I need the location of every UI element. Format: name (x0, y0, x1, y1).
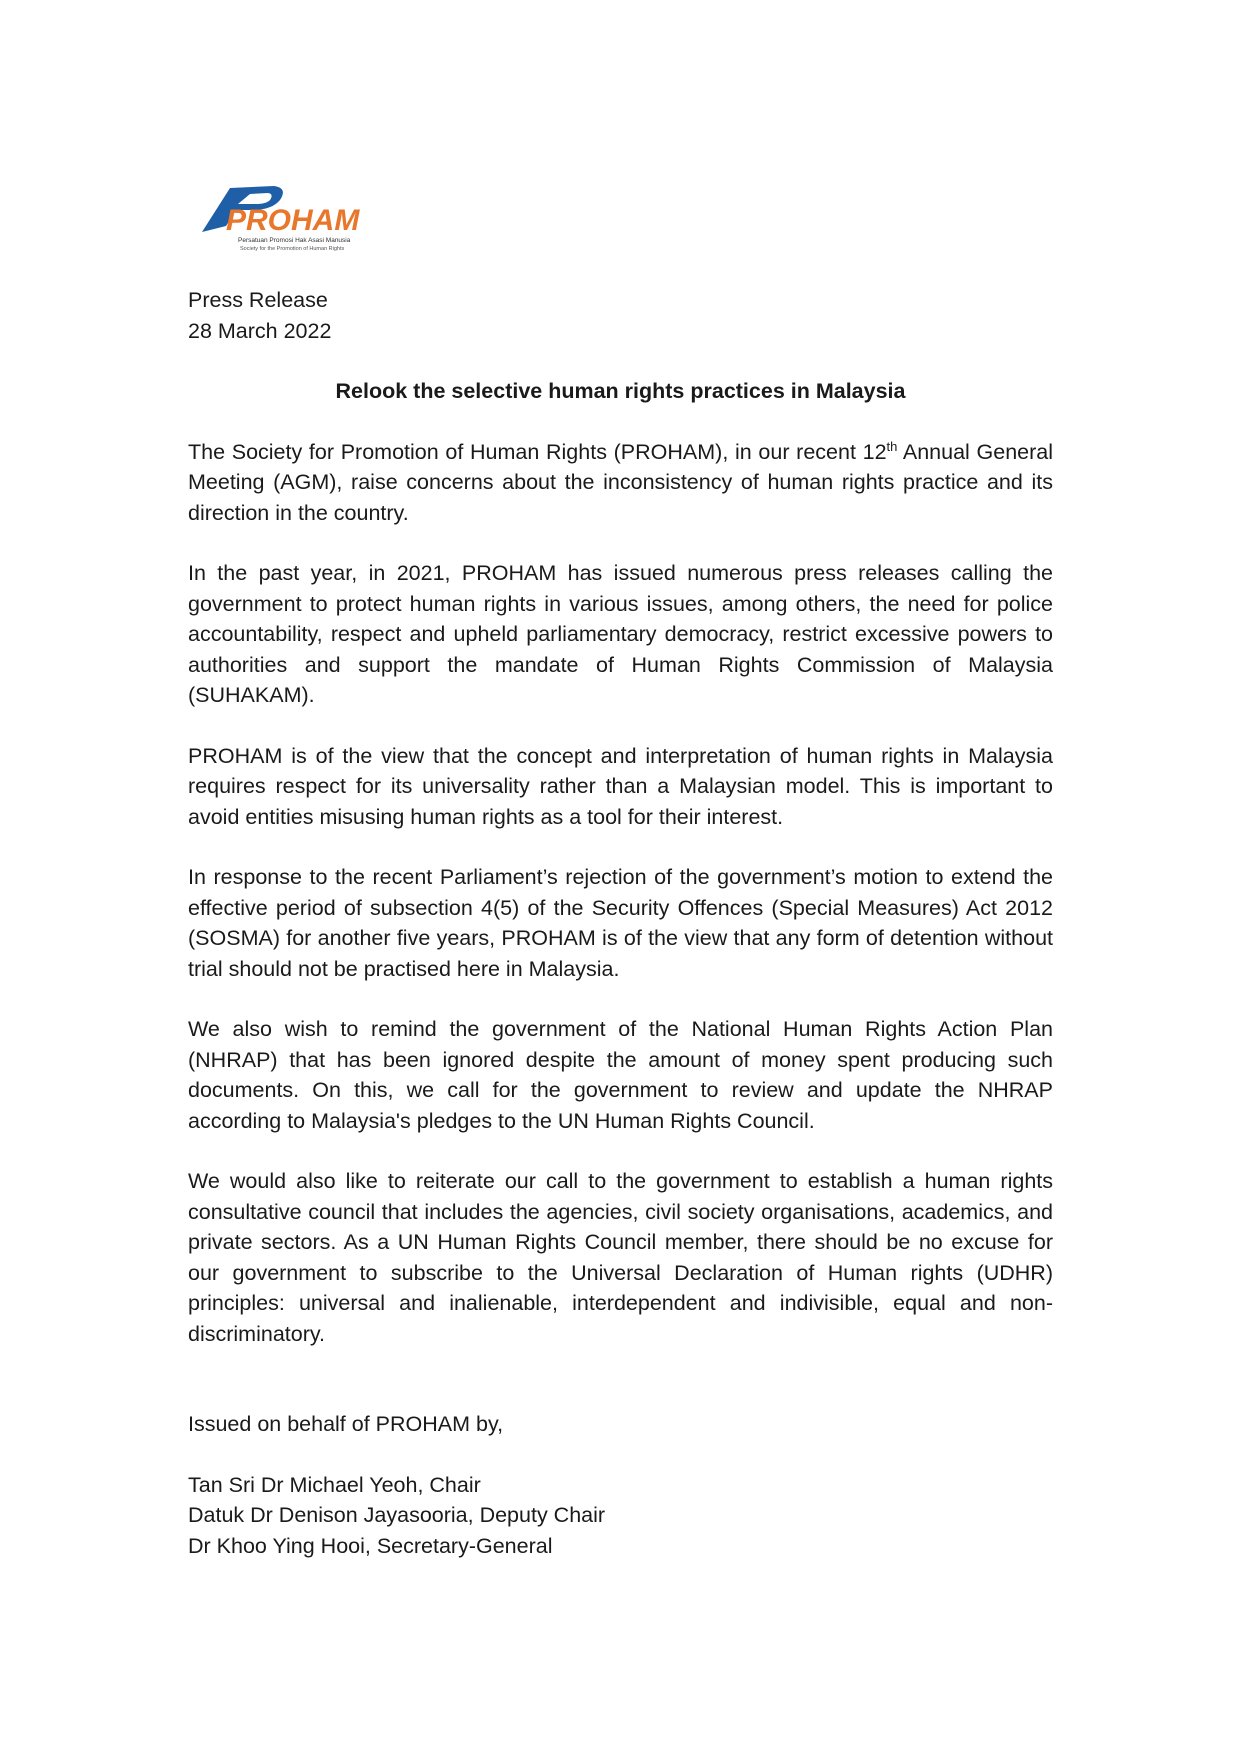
logo-tagline-english: Society for the Promotion of Human Rights (240, 246, 345, 252)
paragraph-1-before: The Society for Promotion of Human Rights (PROHAM), in our recent 12 (188, 439, 887, 464)
ordinal-suffix: th (886, 438, 898, 454)
paragraph-3: PROHAM is of the view that the concept and interpretation of human rights in Malaysia requires respect for its universality rather than a Malaysian model. This is important to avoid entities misusing human rights as a tool for their interest. (188, 743, 1053, 829)
paragraph-1 (188, 437, 1053, 529)
signatory-secretary-general: Dr Khoo Ying Hooi, Secretary-General (188, 1533, 553, 1558)
paragraph-4: In response to the recent Parliament’s rejection of the government’s motion to extend the effective period of subsection 4(5) of the Security Offences (Special Measures) Act 2012 (SOSMA) for another five years, PROHAM is of the view that any form of detention without trial should not be practised here in Malaysia. (188, 865, 1053, 981)
signatory-list (188, 1470, 1053, 1562)
logo-wordmark: PROHAM (226, 204, 360, 237)
paragraph-5: We also wish to remind the government of the National Human Rights Action Plan (NHRAP) that has been ignored despite the amount of money spent producing such documents. On this, we call for the government to review and update the NHRAP according to Malaysia's pledges to the UN Human Rights Council. (188, 1017, 1053, 1133)
paragraph-6: We would also like to reiterate our call to the government to establish a human rights consultative council that includes the agencies, civil society organisations, academics, and private sectors. As a UN Human Rights Council member, there should be no excuse for our government to subscribe to the Universal Declaration of Human rights (UDHR) principles: universal and inalienable, interdependent and indivisible, equal and non-discriminatory. (188, 1169, 1053, 1346)
press-release-title: Relook the selective human rights practices in Malaysia (335, 379, 906, 403)
press-release-body (188, 285, 1053, 1561)
issued-by-line: Issued on behalf of PROHAM by, (188, 1412, 504, 1436)
proham-logo (196, 180, 416, 260)
document-type: Press Release (188, 288, 328, 312)
proham-logo-graphic (196, 180, 416, 260)
paragraph-2: In the past year, in 2021, PROHAM has issued numerous press releases calling the government to protect human rights in various issues, among others, the need for police accountability, respect and upheld parliamentary democracy, restrict excessive powers to authorities and support the mandate of Human Rights Commission of Malaysia (SUHAKAM). (188, 561, 1053, 707)
signatory-chair: Tan Sri Dr Michael Yeoh, Chair (188, 1472, 481, 1497)
logo-tagline-malay: Persatuan Promosi Hak Asasi Manusia (238, 237, 351, 244)
paragraph-1-after: Annual General Meeting (AGM), raise concerns about the inconsistency of human rights practice and its direction in the country. (188, 439, 1054, 525)
signatory-deputy-chair: Datuk Dr Denison Jayasooria, Deputy Chair (188, 1503, 606, 1527)
release-date: 28 March 2022 (188, 318, 332, 343)
